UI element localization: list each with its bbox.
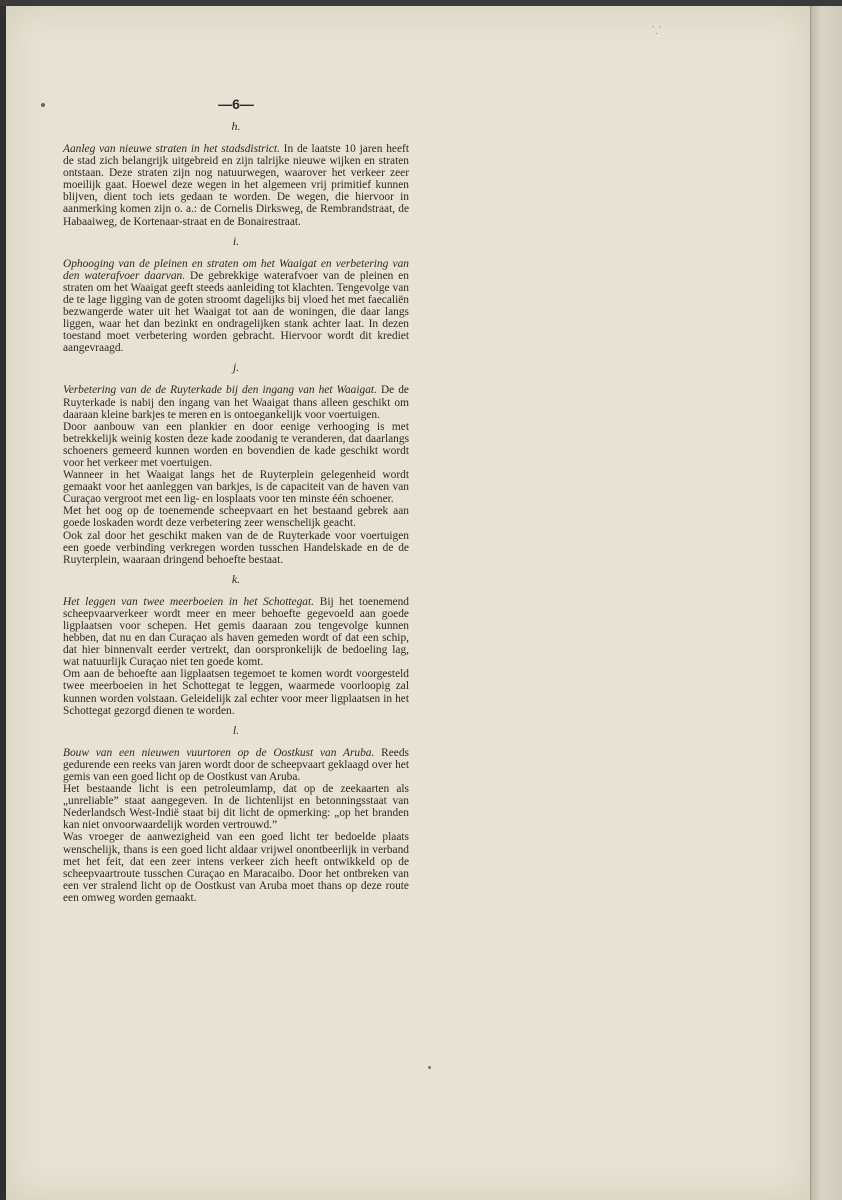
paragraph-text: Reeds gedurende een reeks van jaren wordt door de scheepvaart geklaagd over het gemis van een goed licht op de Oostkust van Aruba. — [63, 746, 409, 783]
section-h — [63, 119, 409, 228]
section-paragraph: Ook zal door het geschikt maken van de de Ruyterkade voor voertuigen een goede verbinding verkregen worden tusschen Handelskade en de de Ruyterplein, waaraan dringend behoefte bestaat. — [63, 529, 409, 566]
section-letter: k. — [231, 571, 241, 586]
section-paragraph: Het bestaande licht is een petroleumlamp, dat op de zeekaarten als „unreliable” staat aangegeven. In de lichtenlijst en betonningsstaat van Nederlandsch West-Indië staat bij dit licht de opmerking: „op het branden kan niet onvoorwaardelijk worden vertrouwd.” — [63, 783, 409, 832]
section-paragraph — [63, 384, 409, 420]
section-letter: h. — [231, 119, 241, 133]
section-paragraph — [63, 258, 409, 355]
paragraph-text: In de laatste 10 jaren heeft de stad zich belangrijk uitgebreid en zijn talrijke nieuwe wijken en straten ontstaan. Deze straten zijn nog natuurwegen, waarover het verkeer zeer moeilijk gaat. Hoewel deze wegen in het algemeen vrij primitief kunnen blijven, dient toch iets gedaan te worden. De wegen, die hiervoor in aanmerking komen zijn o. a.: de Cornelis Dirksweg, de Rembrandstraat, de Habaaiweg, de Kortenaar-straat en de Bonairestraat. — [63, 143, 409, 228]
section-title: Het leggen van twee meerboeien in het Schottegat. — [63, 595, 315, 608]
section-paragraph — [63, 596, 409, 669]
paragraph-text: Bij het toenemend scheepvaarverkeer wordt meer en meer behoefte gegevoeld aan goede ligplaatsen voor schepen. Het gemis daaraan zou tengevolge kunnen hebben, dat nu en dan Curaçao als haven gemeden wordt of dat een schip, dat hier binnenvalt eerder vertrekt, dan oorspronkelijk de bedoeling lag, wat natuurlijk Curaçao niet ten goede komt. — [63, 595, 410, 669]
section-letter: l. — [232, 722, 240, 737]
section-paragraph: Om aan de behoefte aan ligplaatsen tegemoet te komen wordt voorgesteld twee meerboeien in het Schottegat te leggen, waarmede voorloopig zal kunnen worden volstaan. Geleidelijk zal echter voor meer ligplaatsen in het Schottegat gezorgd dienen te worden. — [63, 668, 409, 717]
page-content — [63, 95, 409, 904]
section-k — [63, 572, 409, 717]
section-paragraph: Was vroeger de aanwezigheid van een goed licht ter bedoelde plaats wenschelijk, thans is een goed licht aldaar vrijwel onontbeerlijk in verband met het feit, dat een zeer intens verkeer zich heeft ontwikkeld op de scheepvaartroute tusschen Curaçao en Maracaibo. Door het ontbreken van een ver stralend licht op de Oostkust van Aruba moet thans op deze route een omweg worden gemaakt. — [63, 831, 409, 904]
section-paragraph — [63, 143, 409, 228]
margin-dot — [428, 1066, 431, 1069]
page-number: —6— — [218, 96, 254, 112]
section-title: Ophooging van de pleinen en straten om het Waaigat en verbetering van den waterafvoer daarvan. — [63, 257, 409, 282]
section-l — [63, 723, 409, 904]
section-title: Bouw van een nieuwen vuurtoren op de Oostkust van Aruba. — [63, 746, 375, 759]
page-binding-edge — [810, 6, 842, 1200]
section-paragraph: Wanneer in het Waaigat langs het de Ruyterplein gelegenheid wordt gemaakt voor het aanleggen van barkjes, is de capaciteit van de haven van Curaçao vergroot met een lig- en losplaats voor ten minste één schoener. — [63, 469, 409, 506]
paragraph-text: De gebrekkige waterafvoer van de pleinen en straten om het Waaigat geeft steeds aanleiding tot klachten. Tengevolge van de te lage ligging van de goten stroomt dagelijks bij vloed het met faecaliën bezwangerde water uit het Waaigat tot aan de woningen, die daar langs liggen, waar het dan bezinkt en ondragelijken stank achter laat. In dezen toestand moet verbetering worden gebracht. Hiervoor wordt dit krediet aangevraagd. — [63, 269, 410, 355]
section-title: Verbetering van de de Ruyterkade bij den ingang van het Waaigat. — [63, 384, 377, 397]
section-paragraph: Met het oog op de toenemende scheepvaart en het bestaand gebrek aan goede loskaden wordt deze verbetering zeer wenschelijk geacht. — [63, 505, 409, 530]
paragraph-text: De de Ruyterkade is nabij den ingang van het Waaigat thans alleen geschikt om daaraan kleine barkjes te meren en is ontoegankelijk voor voertuigen. — [63, 384, 409, 421]
section-letter: i. — [232, 233, 240, 248]
section-letter: j. — [232, 360, 240, 375]
section-paragraph — [63, 747, 409, 783]
section-j — [63, 360, 409, 565]
section-title: Aanleg van nieuwe straten in het stadsdistrict. — [63, 143, 280, 155]
paper-speck: ⸪ — [652, 25, 662, 37]
margin-dot — [41, 103, 45, 107]
section-i — [63, 234, 409, 355]
section-paragraph: Door aanbouw van een plankier en door eenige verhooging is met betrekkelijk weinig kosten deze kade zoodanig te veranderen, dat daarlangs schoeners gemeerd kunnen worden en bovendien de kade geschikt wordt voor het verkeer met voertuigen. — [63, 420, 409, 469]
